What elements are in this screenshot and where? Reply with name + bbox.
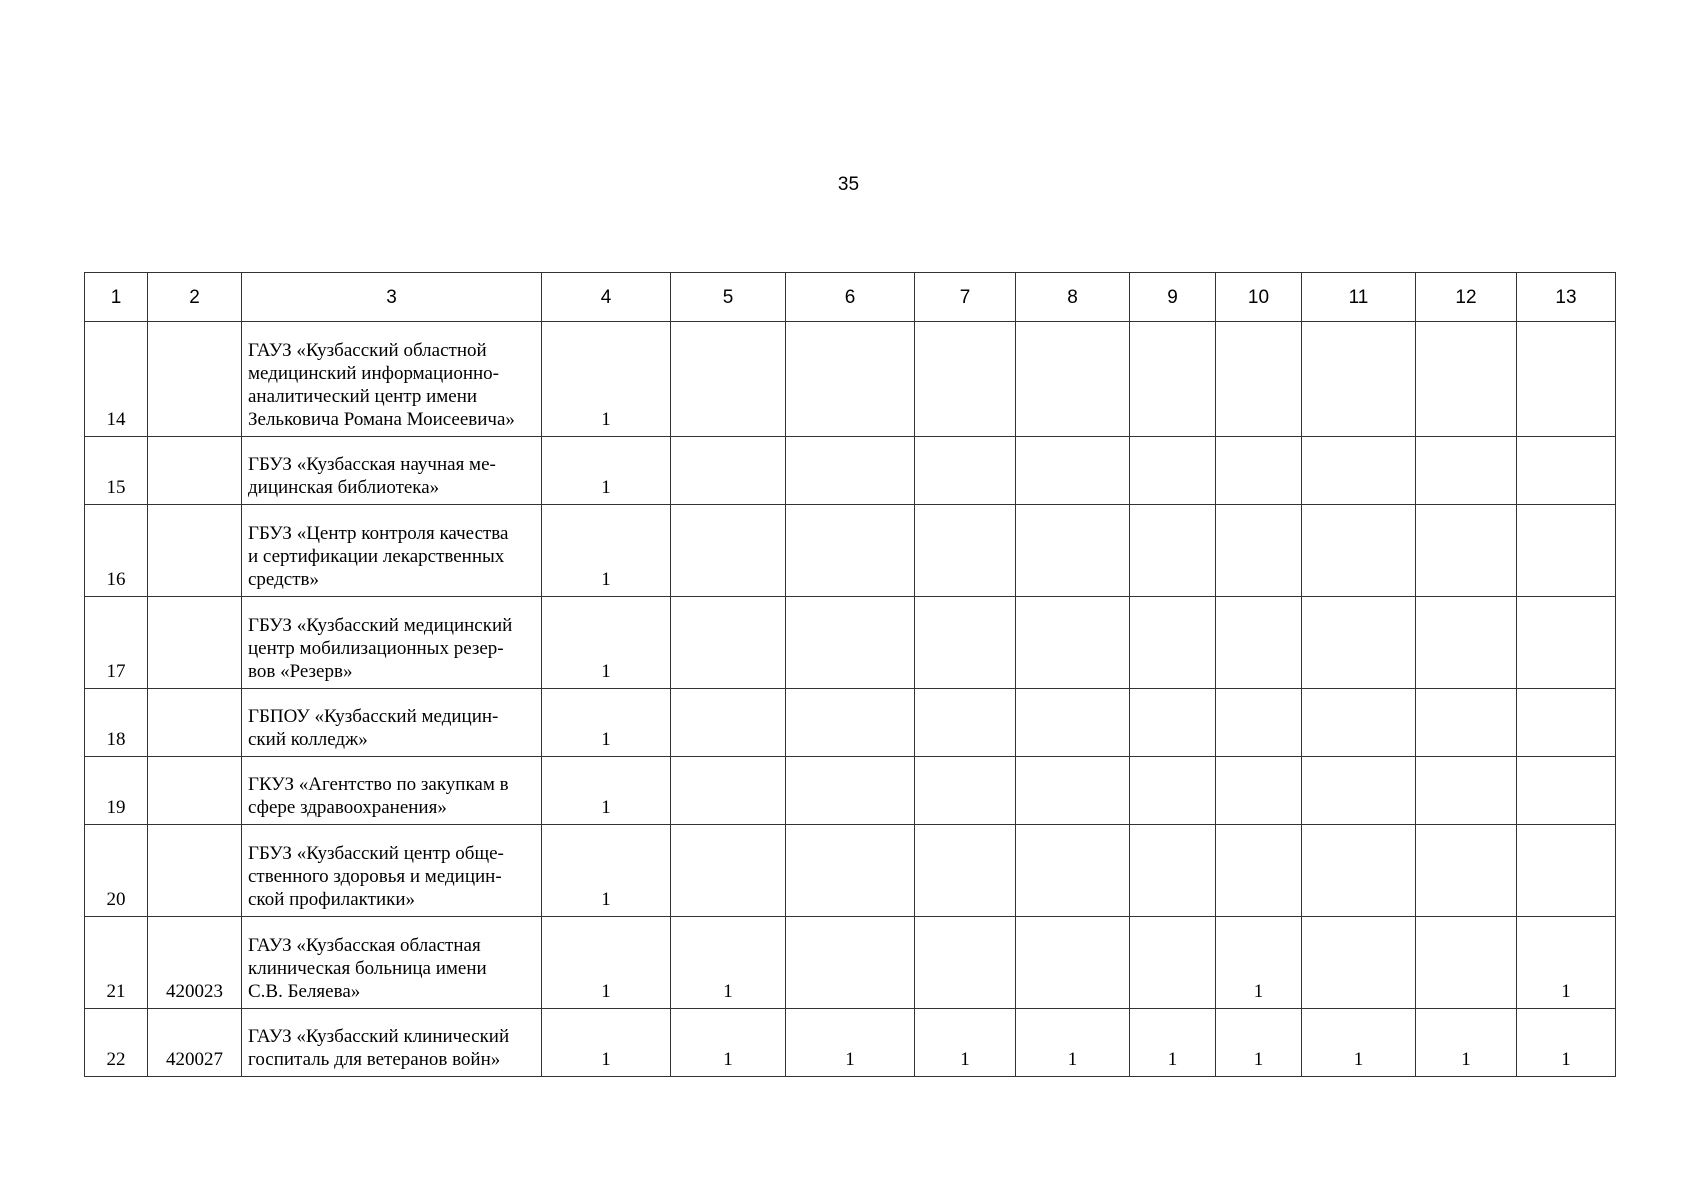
value-cell (1016, 322, 1130, 437)
value-cell (1130, 437, 1216, 505)
table-row (85, 689, 1616, 757)
value-cell: 1 (542, 437, 671, 505)
value-cell (671, 437, 786, 505)
value-cell: 1 (542, 825, 671, 917)
value-cell (1016, 917, 1130, 1009)
value-cell: 1 (1016, 1009, 1130, 1077)
value-cell (1302, 437, 1416, 505)
row-number-cell: 22 (85, 1009, 148, 1077)
value-cell (1130, 917, 1216, 1009)
code-cell (148, 597, 242, 689)
value-cell: 1 (542, 757, 671, 825)
value-cell (1016, 689, 1130, 757)
value-cell (1302, 597, 1416, 689)
header-cell: 7 (915, 273, 1016, 322)
value-cell (1016, 597, 1130, 689)
organization-name-cell: ГАУЗ «Кузбасский областной медицинский информационно- аналитический центр имени Зельковича Романа Моисеевича» (242, 322, 542, 437)
value-cell (915, 322, 1016, 437)
value-cell (671, 505, 786, 597)
value-cell (786, 917, 915, 1009)
value-cell (1130, 689, 1216, 757)
value-cell (671, 757, 786, 825)
value-cell (915, 917, 1016, 1009)
value-cell (786, 322, 915, 437)
page-number: 35 (837, 174, 860, 195)
value-cell: 1 (542, 689, 671, 757)
organization-name-cell: ГБПОУ «Кузбасский медицин- ский колледж» (242, 689, 542, 757)
value-cell (671, 689, 786, 757)
header-cell: 11 (1302, 273, 1416, 322)
value-cell (1130, 757, 1216, 825)
table-row (85, 322, 1616, 437)
value-cell (1517, 322, 1616, 437)
organization-name-cell: ГАУЗ «Кузбасский клинический госпиталь для ветеранов войн» (242, 1009, 542, 1077)
table-row (85, 917, 1616, 1009)
value-cell (1517, 597, 1616, 689)
code-cell (148, 689, 242, 757)
value-cell (1517, 437, 1616, 505)
row-number-cell: 19 (85, 757, 148, 825)
value-cell: 1 (542, 322, 671, 437)
value-cell (786, 825, 915, 917)
value-cell: 1 (1216, 917, 1302, 1009)
value-cell: 1 (1130, 1009, 1216, 1077)
value-cell (671, 597, 786, 689)
code-cell: 420023 (148, 917, 242, 1009)
header-cell: 10 (1216, 273, 1302, 322)
value-cell (1416, 689, 1517, 757)
value-cell: 1 (1216, 1009, 1302, 1077)
data-table (84, 272, 1616, 1077)
value-cell (1302, 917, 1416, 1009)
value-cell: 1 (786, 1009, 915, 1077)
row-number-cell: 14 (85, 322, 148, 437)
header-cell: 5 (671, 273, 786, 322)
value-cell (915, 597, 1016, 689)
value-cell (1016, 505, 1130, 597)
value-cell (786, 757, 915, 825)
row-number-cell: 15 (85, 437, 148, 505)
value-cell (1130, 597, 1216, 689)
organization-name-cell: ГБУЗ «Центр контроля качества и сертификации лекарственных средств» (242, 505, 542, 597)
value-cell: 1 (1517, 1009, 1616, 1077)
value-cell: 1 (542, 917, 671, 1009)
code-cell (148, 825, 242, 917)
table-row (85, 597, 1616, 689)
table-row (85, 757, 1616, 825)
value-cell (1016, 437, 1130, 505)
header-cell: 4 (542, 273, 671, 322)
value-cell (1216, 322, 1302, 437)
value-cell (1302, 825, 1416, 917)
value-cell (1416, 825, 1517, 917)
value-cell (1416, 437, 1517, 505)
header-cell: 1 (85, 273, 148, 322)
organization-name-cell: ГКУЗ «Агентство по закупкам в сфере здравоохранения» (242, 757, 542, 825)
table-row (85, 1009, 1616, 1077)
value-cell (1130, 322, 1216, 437)
code-cell (148, 437, 242, 505)
row-number-cell: 16 (85, 505, 148, 597)
row-number-cell: 17 (85, 597, 148, 689)
organization-name-cell: ГБУЗ «Кузбасский центр обще- ственного здоровья и медицин- ской профилактики» (242, 825, 542, 917)
value-cell: 1 (542, 1009, 671, 1077)
row-number-cell: 21 (85, 917, 148, 1009)
value-cell (1416, 322, 1517, 437)
value-cell (1517, 505, 1616, 597)
header-cell: 2 (148, 273, 242, 322)
value-cell (671, 322, 786, 437)
table-row (85, 825, 1616, 917)
header-cell: 6 (786, 273, 915, 322)
header-cell: 9 (1130, 273, 1216, 322)
table-body (85, 322, 1616, 1077)
value-cell (786, 597, 915, 689)
value-cell (1302, 757, 1416, 825)
value-cell (915, 825, 1016, 917)
value-cell (1416, 505, 1517, 597)
value-cell (1416, 597, 1517, 689)
value-cell (1517, 689, 1616, 757)
value-cell (786, 437, 915, 505)
value-cell (671, 825, 786, 917)
organization-name-cell: ГБУЗ «Кузбасская научная ме- дицинская библиотека» (242, 437, 542, 505)
code-cell (148, 757, 242, 825)
value-cell: 1 (671, 917, 786, 1009)
value-cell (1517, 825, 1616, 917)
value-cell (1302, 689, 1416, 757)
value-cell (915, 505, 1016, 597)
code-cell: 420027 (148, 1009, 242, 1077)
header-cell: 8 (1016, 273, 1130, 322)
value-cell: 1 (542, 597, 671, 689)
row-number-cell: 18 (85, 689, 148, 757)
value-cell (915, 437, 1016, 505)
header-cell: 12 (1416, 273, 1517, 322)
value-cell (1216, 437, 1302, 505)
header-cell: 13 (1517, 273, 1616, 322)
value-cell (1517, 757, 1616, 825)
table-header-row (85, 273, 1616, 322)
value-cell (786, 505, 915, 597)
table-row (85, 505, 1616, 597)
value-cell: 1 (1416, 1009, 1517, 1077)
organization-name-cell: ГБУЗ «Кузбасский медицинский центр мобилизационных резер- вов «Резерв» (242, 597, 542, 689)
code-cell (148, 505, 242, 597)
organization-name-cell: ГАУЗ «Кузбасская областная клиническая больница имени С.В. Беляева» (242, 917, 542, 1009)
code-cell (148, 322, 242, 437)
value-cell (915, 757, 1016, 825)
value-cell (1216, 689, 1302, 757)
value-cell (1216, 597, 1302, 689)
value-cell (1216, 825, 1302, 917)
value-cell (915, 689, 1016, 757)
value-cell: 1 (671, 1009, 786, 1077)
value-cell (1216, 505, 1302, 597)
row-number-cell: 20 (85, 825, 148, 917)
value-cell (1016, 825, 1130, 917)
value-cell (1302, 505, 1416, 597)
value-cell (1216, 757, 1302, 825)
value-cell (1416, 757, 1517, 825)
header-cell: 3 (242, 273, 542, 322)
value-cell (1130, 825, 1216, 917)
table-row (85, 437, 1616, 505)
value-cell (1416, 917, 1517, 1009)
value-cell (1130, 505, 1216, 597)
value-cell: 1 (1517, 917, 1616, 1009)
value-cell (786, 689, 915, 757)
value-cell (1302, 322, 1416, 437)
value-cell: 1 (1302, 1009, 1416, 1077)
value-cell: 1 (915, 1009, 1016, 1077)
value-cell (1016, 757, 1130, 825)
value-cell: 1 (542, 505, 671, 597)
